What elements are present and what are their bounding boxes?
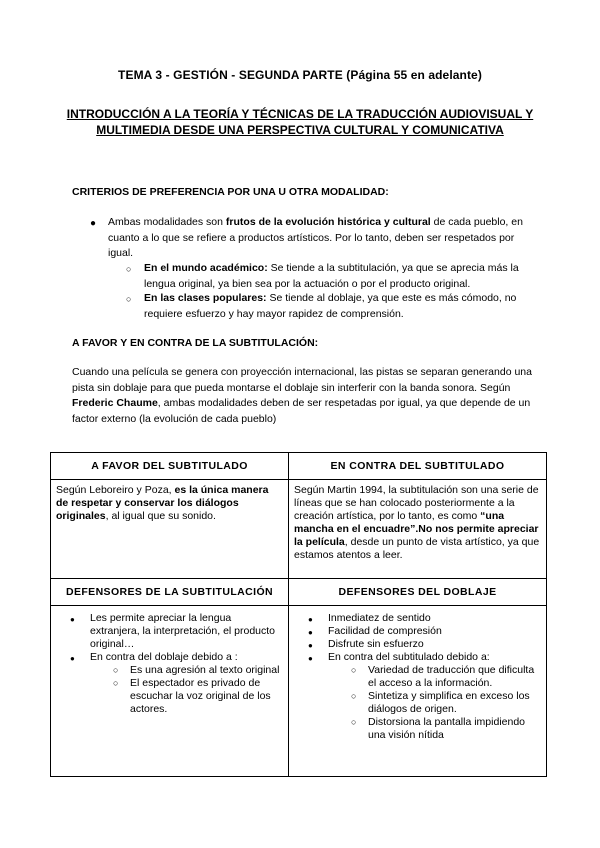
header-contra-subtitulado: EN CONTRA DEL SUBTITULADO xyxy=(289,453,547,480)
list-item-text: Les permite apreciar la lengua extranjera, la interpretación, el producto original… xyxy=(90,612,276,650)
cell-contra xyxy=(289,480,547,579)
text-run-bold: “una mancha en el encuadre”.No nos permite apreciar la película xyxy=(294,510,539,548)
table-row xyxy=(51,606,547,777)
list-item xyxy=(130,664,283,677)
list-item-text: En contra del doblaje debido a : xyxy=(90,651,238,663)
text-run: , ambas modalidades deben de ser respetadas por igual, ya que depende de un factor externo (la evolución de cada pueblo) xyxy=(72,397,531,425)
list-item-text: Disfrute sin esfuerzo xyxy=(328,638,424,650)
section-heading-criterios: CRITERIOS DE PREFERENCIA POR UNA U OTRA MODALIDAD: xyxy=(72,186,389,198)
comparison-table xyxy=(50,452,547,777)
text-run-bold: es la única manera de respetar y conservar los diálogos originales xyxy=(56,484,269,522)
text-run: Según Martin 1994, la subtitulación son una serie de líneas que se han colocado posteriormente a la creación artística, por lo tanto, es como xyxy=(294,484,539,522)
section-heading-favor-contra: A FAVOR Y EN CONTRA DE LA SUBTITULACIÓN: xyxy=(72,337,319,349)
text-run: Se tiende al doblaje, ya que este es más cómodo, no requiere esfuerzo y hay mayor rapidez de comprensión. xyxy=(144,292,517,320)
bullet-icon: ● xyxy=(90,218,97,229)
list-item xyxy=(368,664,541,690)
text-run-bold: En las clases populares: xyxy=(144,292,267,304)
text-run: Cuando una película se genera con proyección internacional, las pistas se separan generando una pista sin doblaje para que pueda montarse el doblaje sin interferir con la banda sonora. Según xyxy=(72,366,532,394)
list-item-text: Variedad de traducción que dificulta el acceso a la información. xyxy=(368,664,535,689)
list-item xyxy=(368,716,541,742)
sub-item-populares xyxy=(144,291,540,322)
list-item xyxy=(328,612,541,625)
header-defensores-doblaje: DEFENSORES DEL DOBLAJE xyxy=(289,579,547,606)
circle-bullet-icon: ○ xyxy=(126,294,132,304)
list-item xyxy=(328,625,541,638)
sublist xyxy=(328,664,541,742)
text-run: Se tiende a la subtitulación, ya que se aprecia más la lengua original, ya bien sea por la actuación o por el producto original. xyxy=(144,262,519,290)
document-subtitle: INTRODUCCIÓN A LA TEORÍA Y TÉCNICAS DE LA TRADUCCIÓN AUDIOVISUAL Y MULTIMEDIA DESDE UNA PERSPECTIVA CULTURAL Y COMUNICATIVA xyxy=(66,107,534,137)
list xyxy=(294,612,541,742)
text-run: de cada pueblo, en cuanto a lo que se refiere a productos artísticos. Por lo tanto, deben ser respetados por igual. xyxy=(108,216,523,259)
list-item xyxy=(328,651,541,742)
list-item-text: Facilidad de compresión xyxy=(328,625,442,637)
page-title: TEMA 3 - GESTIÓN - SEGUNDA PARTE (Página 55 en adelante) xyxy=(118,68,482,82)
list-item-text: En contra del subtitulado debido a: xyxy=(328,651,490,663)
list-item-text: Distorsiona la pantalla impidiendo una visión nítida xyxy=(368,716,526,741)
list-item-text: Inmediatez de sentido xyxy=(328,612,431,624)
list-item xyxy=(368,690,541,716)
text-run: Según Leboreiro y Poza, xyxy=(56,484,175,496)
text-run: , al igual que su sonido. xyxy=(105,510,216,522)
table-row xyxy=(51,579,547,606)
list-item-text: El espectador es privado de escuchar la voz original de los actores. xyxy=(130,677,271,715)
text-run-bold: Frederic Chaume xyxy=(72,397,158,409)
list-item-text: Es una agresión al texto original xyxy=(130,664,280,676)
cell-defensores-subtitulacion xyxy=(51,606,289,777)
text-run-bold: frutos de la evolución histórica y cultural xyxy=(225,216,431,228)
header-defensores-subtitulacion: DEFENSORES DE LA SUBTITULACIÓN xyxy=(51,579,289,606)
circle-bullet-icon: ○ xyxy=(126,264,132,274)
table-row xyxy=(51,480,547,579)
cell-defensores-doblaje xyxy=(289,606,547,777)
list-item xyxy=(130,677,283,716)
header-favor-subtitulado: A FAVOR DEL SUBTITULADO xyxy=(51,453,289,480)
chaume-paragraph xyxy=(72,365,542,427)
sublist xyxy=(90,664,283,716)
criterios-paragraph xyxy=(108,215,540,262)
sub-item-academico xyxy=(144,261,540,292)
text-run: Ambas modalidades son xyxy=(108,216,226,228)
text-run: , desde un punto de vista artístico, ya que estamos atentos a leer. xyxy=(294,536,540,561)
list-item xyxy=(90,612,283,651)
list xyxy=(56,612,283,716)
list-item-text: Sintetiza y simplifica en exceso los diálogos de origen. xyxy=(368,690,530,715)
cell-favor xyxy=(51,480,289,579)
list-item xyxy=(328,638,541,651)
list-item xyxy=(90,651,283,716)
text-run-bold: En el mundo académico: xyxy=(144,262,268,274)
table-row xyxy=(51,453,547,480)
